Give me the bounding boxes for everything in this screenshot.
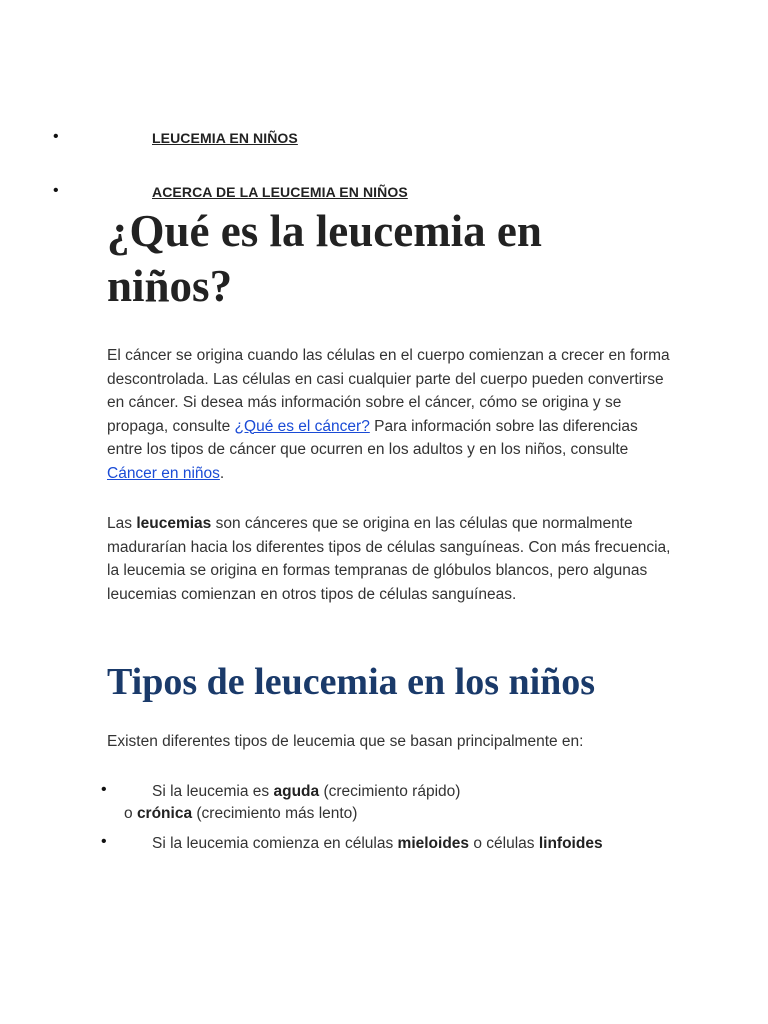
paragraph-text: Para información sobre las diferencias entre los tipos de cáncer que ocurren en los adultos y en los niños, consulte — [107, 417, 638, 458]
list-text: o — [124, 805, 137, 822]
nav-link-acerca-de-la-leucemia[interactable]: ACERCA DE LA LEUCEMIA EN NIÑOS — [152, 184, 408, 200]
list-text: (crecimiento rápido) — [319, 783, 461, 800]
paragraph-intro-tipos: Existen diferentes tipos de leucemia que se basan principalmente en: — [107, 733, 584, 750]
bullet-icon: • — [53, 182, 59, 199]
list-item-text — [152, 783, 460, 801]
list-item-continuation — [124, 805, 357, 823]
link-que-es-el-cancer[interactable]: ¿Qué es el cáncer? — [234, 417, 370, 435]
nav-link-leucemia-en-ninos[interactable]: LEUCEMIA EN NIÑOS — [152, 130, 298, 146]
bold-term-aguda: aguda — [273, 783, 320, 800]
link-cancer-en-ninos[interactable]: Cáncer en niños — [107, 464, 220, 482]
bullet-icon: • — [101, 781, 107, 798]
paragraph-text: . — [219, 464, 225, 482]
paragraph-text: son cánceres que se origina en las células que normalmente madurarían hacia los diferentes tipos de células sanguíneas. Con más frecuencia, la leucemia se origina en formas tempranas de glóbulos blancos, pero algunas leucemias comienzan en otros tipos de células sanguíneas. — [107, 515, 671, 603]
list-text: (crecimiento más lento) — [192, 805, 358, 822]
paragraph-cancer-intro — [107, 344, 677, 485]
list-text: o células — [469, 835, 539, 852]
bold-term-leucemias: leucemias — [136, 515, 212, 532]
paragraph-text: Las — [107, 515, 137, 532]
paragraph-leucemias — [107, 512, 677, 606]
paragraph-text: El cáncer se origina cuando las células en el cuerpo comienzan a crecer en forma descontrolada. Las células en casi cualquier parte del cuerpo pueden convertirse en cáncer. Si desea más información sobre el cáncer, cómo se origina y se propaga, consulte — [107, 347, 670, 435]
list-text: Si la leucemia es — [152, 783, 274, 800]
bullet-icon: • — [53, 128, 59, 145]
section-title: Tipos de leucemia en los niños — [107, 661, 596, 703]
bold-term-mieloides: mieloides — [397, 835, 470, 852]
bold-term-cronica: crónica — [136, 805, 193, 822]
page-title: ¿Qué es la leucemia en niños? — [107, 206, 542, 311]
nav-item-leucemia — [0, 130, 768, 154]
bold-term-linfoides: linfoides — [538, 835, 603, 852]
list-item-text — [152, 835, 603, 853]
bullet-icon: • — [101, 833, 107, 850]
list-text: Si la leucemia comienza en células — [152, 835, 398, 852]
